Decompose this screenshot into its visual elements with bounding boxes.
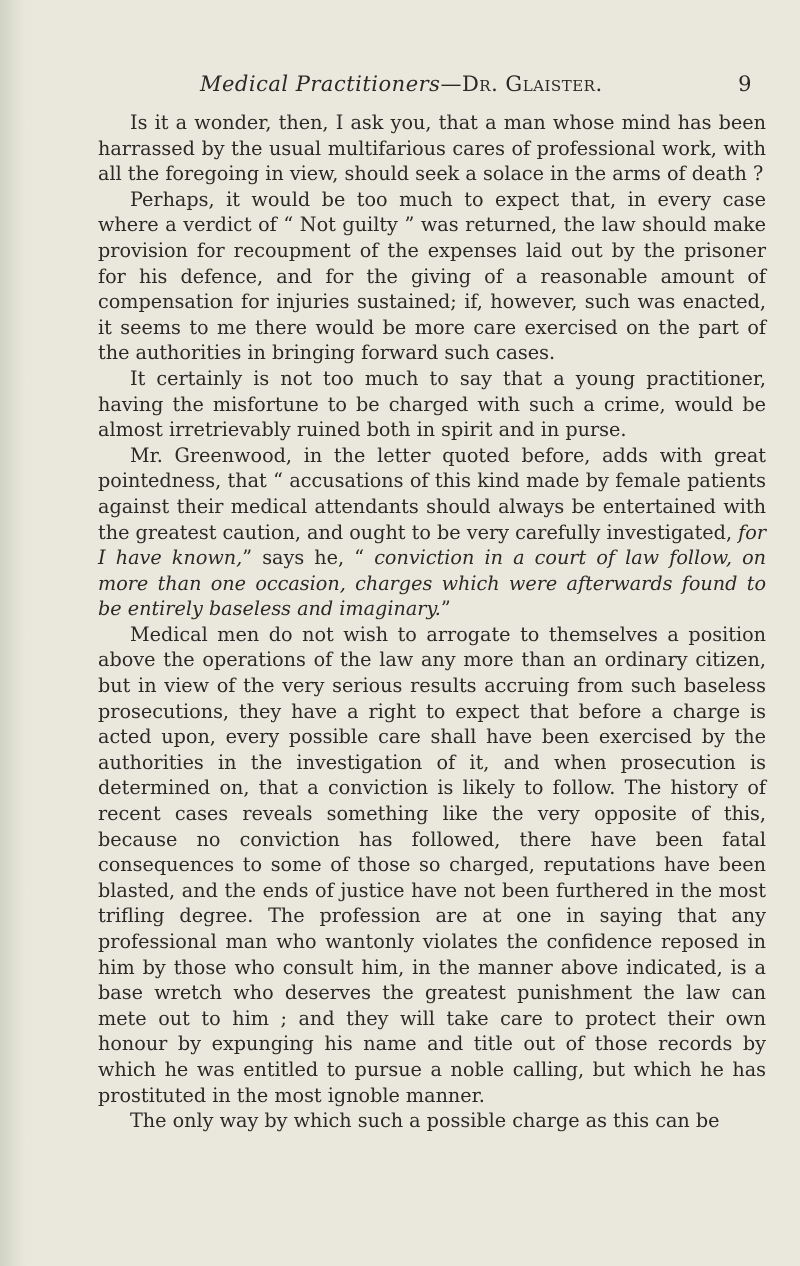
header-separator: — <box>440 72 462 96</box>
paragraph-4-text-b: ” says he, “ <box>242 546 375 570</box>
header-author: Dr. Glaister. <box>461 72 603 96</box>
paragraph-3: It certainly is not too much to say that a young practitioner, having the misfortune to be charged with such a crime, would be almost irretrievably ruined both in spirit and in purse. <box>98 366 766 442</box>
body-text <box>98 110 766 1134</box>
running-title: Medical Practitioners <box>200 72 441 96</box>
paragraph-4-italic-b: conviction in a court of law follow, on more than one occasion, charges which were afterwards found to be entirely baseless and imaginary. <box>98 546 766 621</box>
paragraph-1: Is it a wonder, then, I ask you, that a man whose mind has been harrassed by the usual multifarious cares of professional work, with all the foregoing in view, should seek a solace in the arms of death ? <box>98 111 766 186</box>
page-edge-shadow <box>0 0 26 1266</box>
paragraph-6: The only way by which such a possible charge as this can be <box>130 1109 720 1133</box>
paragraph-4-italic-a: for I have known, <box>98 520 766 570</box>
paragraph-4 <box>98 443 766 622</box>
paragraph-4-text-a: Mr. Greenwood, in the letter quoted before, adds with great pointedness, that “ accusations of this kind made by female patients against their medical attendants should always be entertained with the greatest caution, and ought to be very carefully investigated, <box>98 443 766 544</box>
paragraph-4-text-c: ” <box>440 597 451 621</box>
paragraph-5: Medical men do not wish to arrogate to themselves a position above the operations of the law any more than an ordinary citizen, but in view of the very serious results accruing from such baseless prosecutions, they have a right to expect that before a charge is acted upon, every possible care shall have been exercised by the authorities in the investigation of it, and when prosecution is determined on, that a conviction is likely to follow. The history of recent cases reveals something like the very opposite of this, because no conviction has followed, there have been fatal consequences to some of those so charged, reputations have been blasted, and the ends of justice have not been furthered in the most trifling degree. The profession are at one in saying that any professional man who wantonly violates the confidence reposed in him by those who consult him, in the manner above indicated, is a base wretch who deserves the greatest punishment the law can mete out to him ; and they will take care to protect their own honour by expunging his name and title out of those records by which he was entitled to pursue a noble calling, but which he has prostituted in the most ignoble manner. <box>98 622 766 1107</box>
page-number: 9 <box>738 72 752 96</box>
running-header <box>200 72 760 96</box>
paragraph-2: Perhaps, it would be too much to expect that, in every case where a verdict of “ Not guilty ” was returned, the law should make provision for recoupment of the expenses laid out by the prisoner for his defence, and for the giving of a reasonable amount of compensation for injuries sustained; if, however, such was enacted, it seems to me there would be more care exercised on the part of the authorities in bringing forward such cases. <box>98 187 766 365</box>
